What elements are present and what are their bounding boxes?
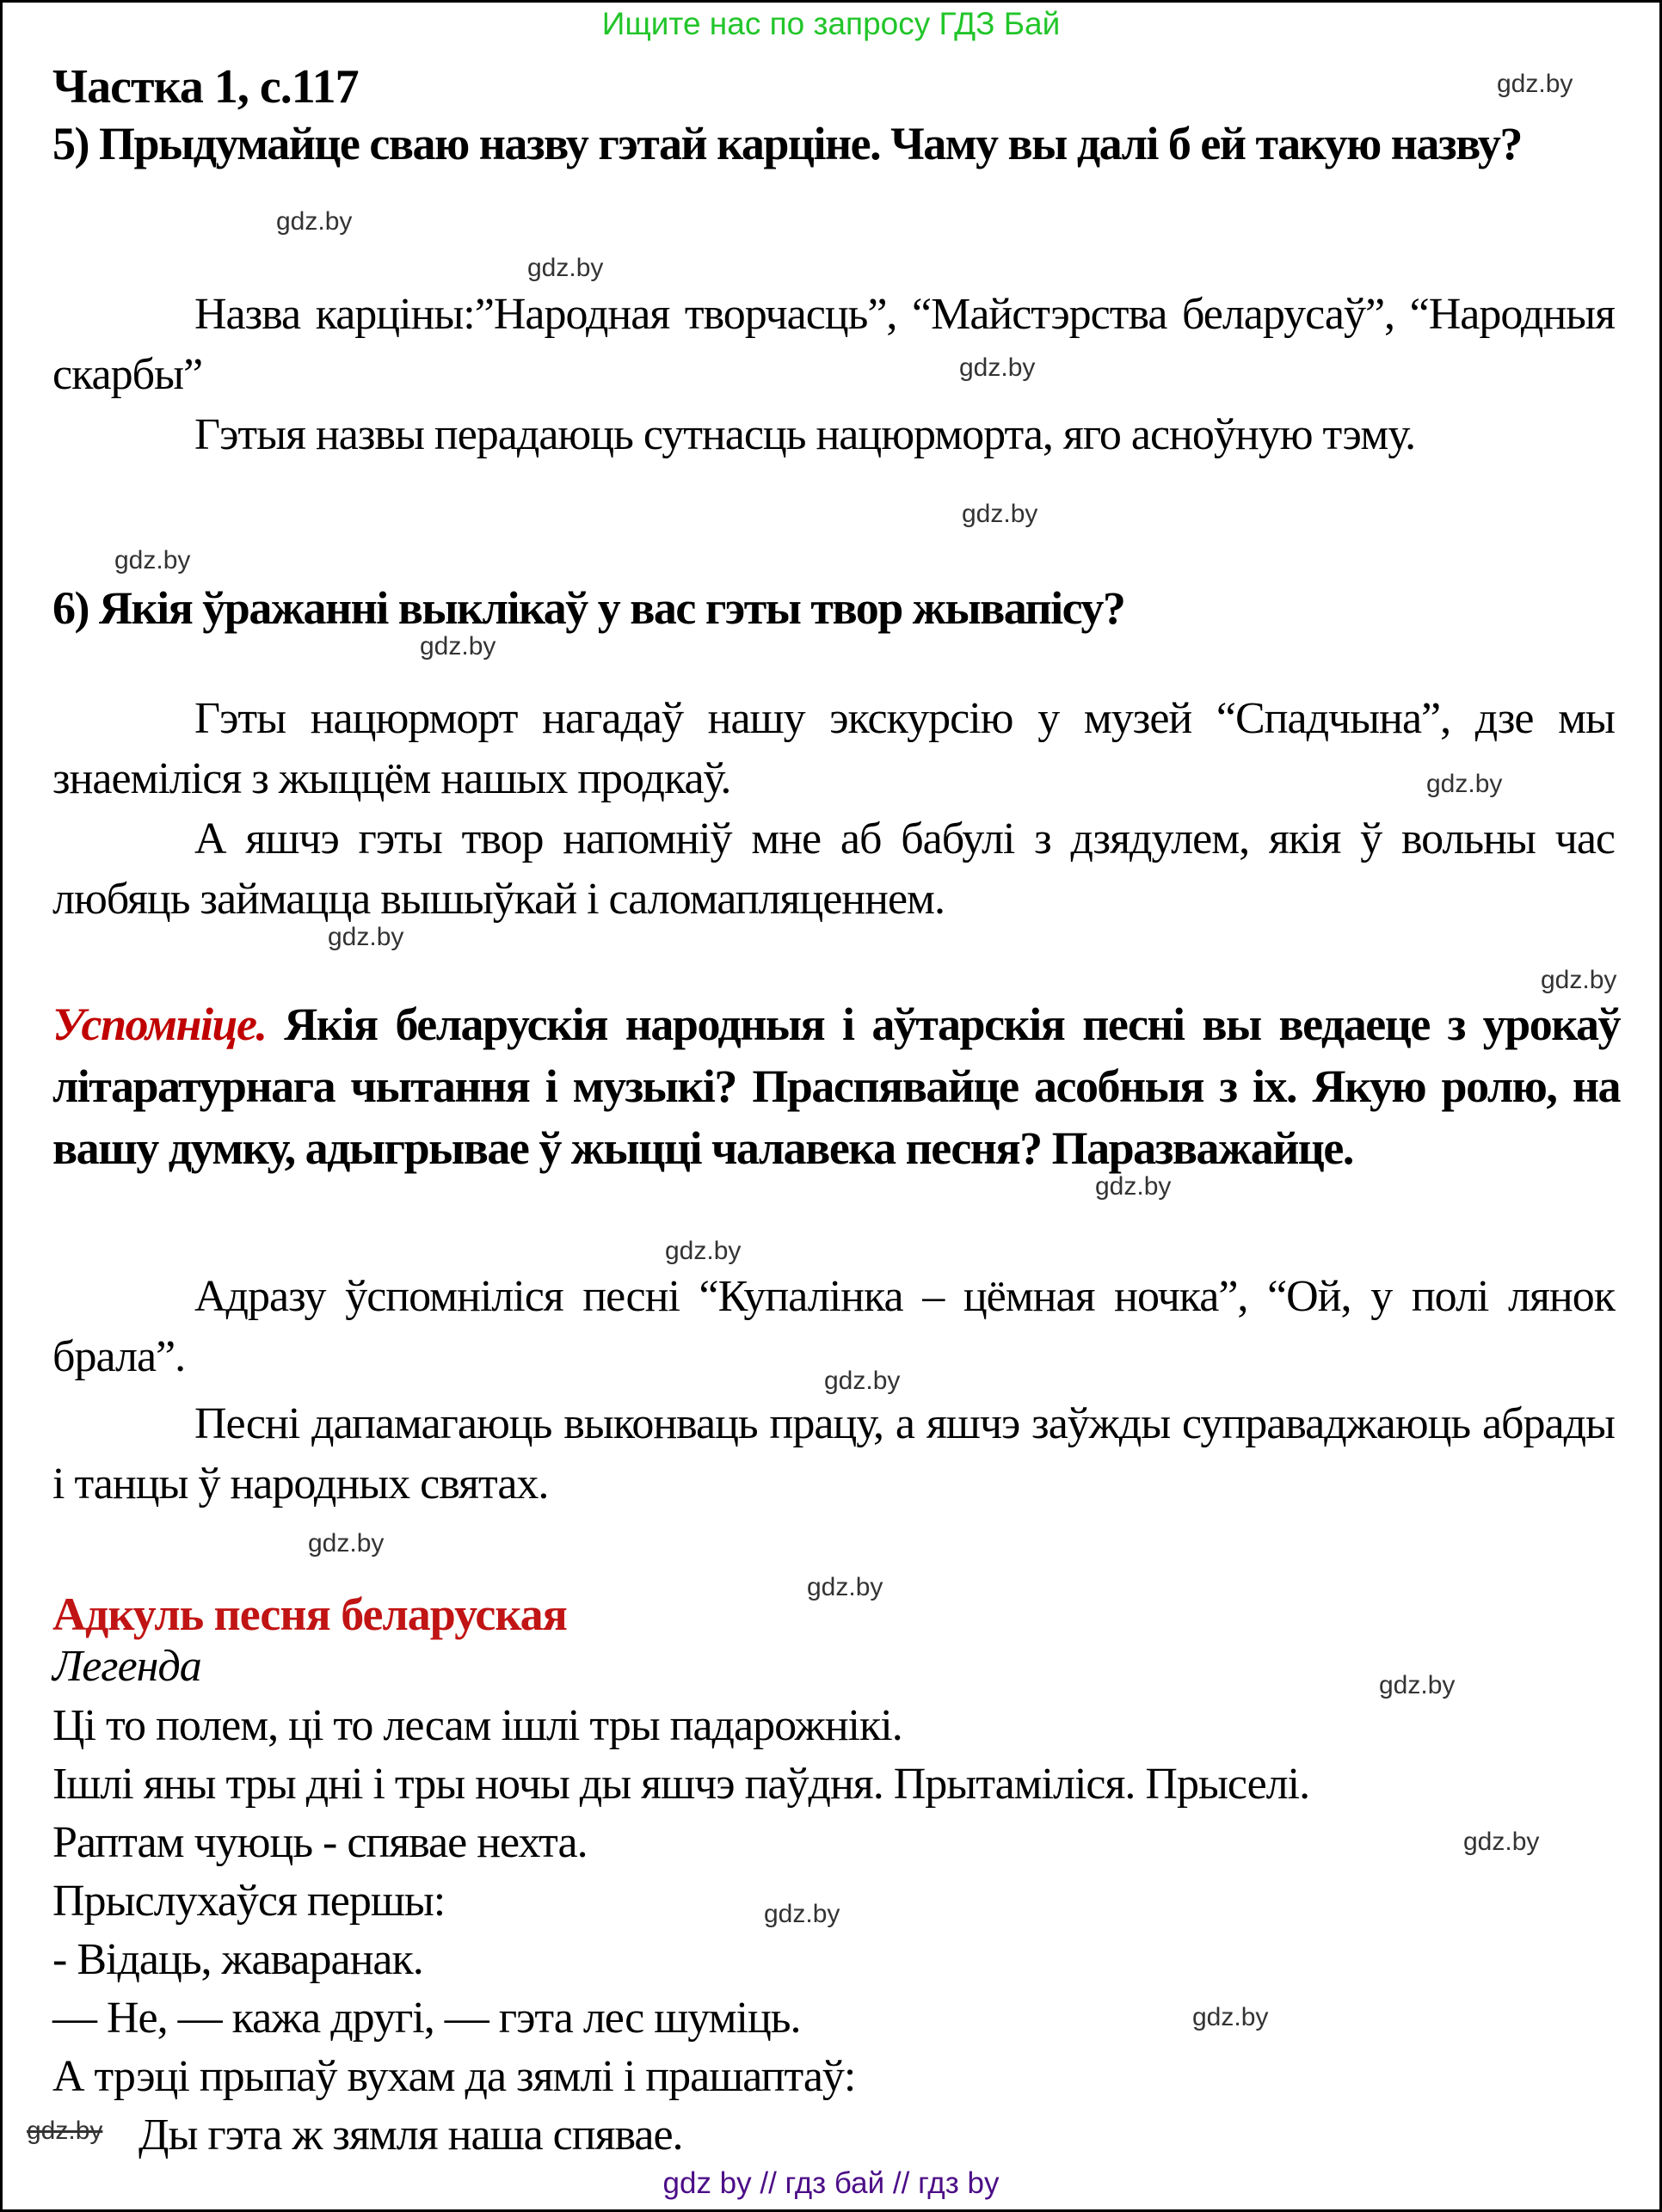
remember-text: Якія беларускія народныя і аўтарскія песні вы ведаеце з урокаў літаратурнага чытання і музыкі? Праспявайце асобныя з іх. Якую ролю, на вашу думку, адыгрывае ў жыцці чалавека песня? Паразважайце.	[52, 998, 1620, 1174]
answer-paragraph-2: Гэтыя назвы перадаюць сутнасць нацюрморта, яго асноўную тэму.	[194, 410, 1416, 459]
gdz-watermark: gdz.by	[114, 546, 191, 575]
legend-text	[52, 1697, 1618, 2165]
answer-paragraph-3: Гэты нацюрморт нагадаў нашу экскурсію у музей “Спадчына”, дзе мы знаеміліся з жыццём нашых продкаў.	[52, 694, 1615, 803]
gdz-watermark: gdz.by	[1497, 70, 1573, 98]
page-title: Частка 1, с.117	[52, 60, 359, 114]
gdz-watermark-strikethrough: gdz.by	[27, 2117, 103, 2145]
legend-line: — Не, — кажа другі, — гэта лес шуміць.	[52, 1994, 801, 2043]
legend-line: Ды гэта ж зямля наша спявае.	[138, 2111, 683, 2160]
gdz-watermark: gdz.by	[276, 207, 353, 236]
legend-subtitle: Легенда	[52, 1642, 201, 1691]
gdz-watermark: gdz.by	[959, 353, 1036, 382]
answer-paragraph-5: Адразу ўспомніліся песні “Купалінка – цёмная ночка”, “Ой, у полі лянок брала”.	[52, 1272, 1615, 1381]
remember-task	[52, 993, 1620, 1179]
gdz-watermark: gdz.by	[807, 1573, 883, 1601]
gdz-watermark: gdz.by	[764, 1900, 840, 1928]
gdz-watermark: gdz.by	[308, 1529, 385, 1558]
gdz-watermark: gdz.by	[1379, 1671, 1456, 1699]
legend-line: А трэці прыпаў вухам да зямлі і прашаптаў:	[52, 2052, 856, 2101]
gdz-watermark: gdz.by	[1463, 1828, 1540, 1856]
gdz-watermark: gdz.by	[328, 923, 404, 951]
gdz-watermark: gdz.by	[1426, 770, 1503, 798]
gdz-watermark: gdz.by	[1095, 1172, 1172, 1201]
answer-paragraph-4: А яшчэ гэты твор напомніў мне аб бабулі з дзядулем, якія ў вольны час любяць займацца вышыўкай і саломапляценнем.	[52, 814, 1615, 924]
legend-line: Прыслухаўся першы:	[52, 1877, 446, 1926]
top-banner: Ищите нас по запросу ГДЗ Бай	[601, 6, 1061, 41]
gdz-watermark: gdz.by	[1541, 966, 1617, 994]
question-5: 5) Прыдумайце сваю назву гэтай карціне. Чаму вы далі б ей такую назву?	[52, 118, 1522, 169]
legend-line: - Відаць, жаваранак.	[52, 1935, 423, 1984]
remember-lead: Успомніце.	[52, 998, 267, 1050]
legend-line: Ці то полем, ці то лесам ішлі тры падарожнікі.	[52, 1701, 902, 1750]
footer-watermark: gdz by // гдз бай // гдз by	[662, 2166, 1000, 2200]
question-6: 6) Якія ўражанні выклікаў у вас гэты твор жывапісу?	[52, 582, 1125, 634]
gdz-watermark: gdz.by	[962, 500, 1038, 528]
legend-line: Раптам чуюць - спявае нехта.	[52, 1818, 588, 1867]
answer-paragraph-6: Песні дапамагаюць выконваць працу, а яшчэ заўжды суправаджаюць абрады і танцы ў народных святах.	[52, 1399, 1615, 1508]
answer-paragraph-1: Назва карціны:”Народная творчасць”, “Майстэрства беларусаў”, “Народныя скарбы”	[52, 290, 1615, 399]
gdz-watermark: gdz.by	[420, 632, 496, 661]
gdz-watermark: gdz.by	[665, 1237, 742, 1265]
gdz-watermark: gdz.by	[527, 254, 604, 282]
gdz-watermark: gdz.by	[1192, 2003, 1269, 2031]
legend-line: Ішлі яны тры дні і тры ночы ды яшчэ паўдня. Прытаміліся. Прыселі.	[52, 1760, 1310, 1809]
legend-section-heading: Адкуль песня беларуская	[52, 1588, 567, 1640]
gdz-watermark: gdz.by	[824, 1367, 901, 1395]
